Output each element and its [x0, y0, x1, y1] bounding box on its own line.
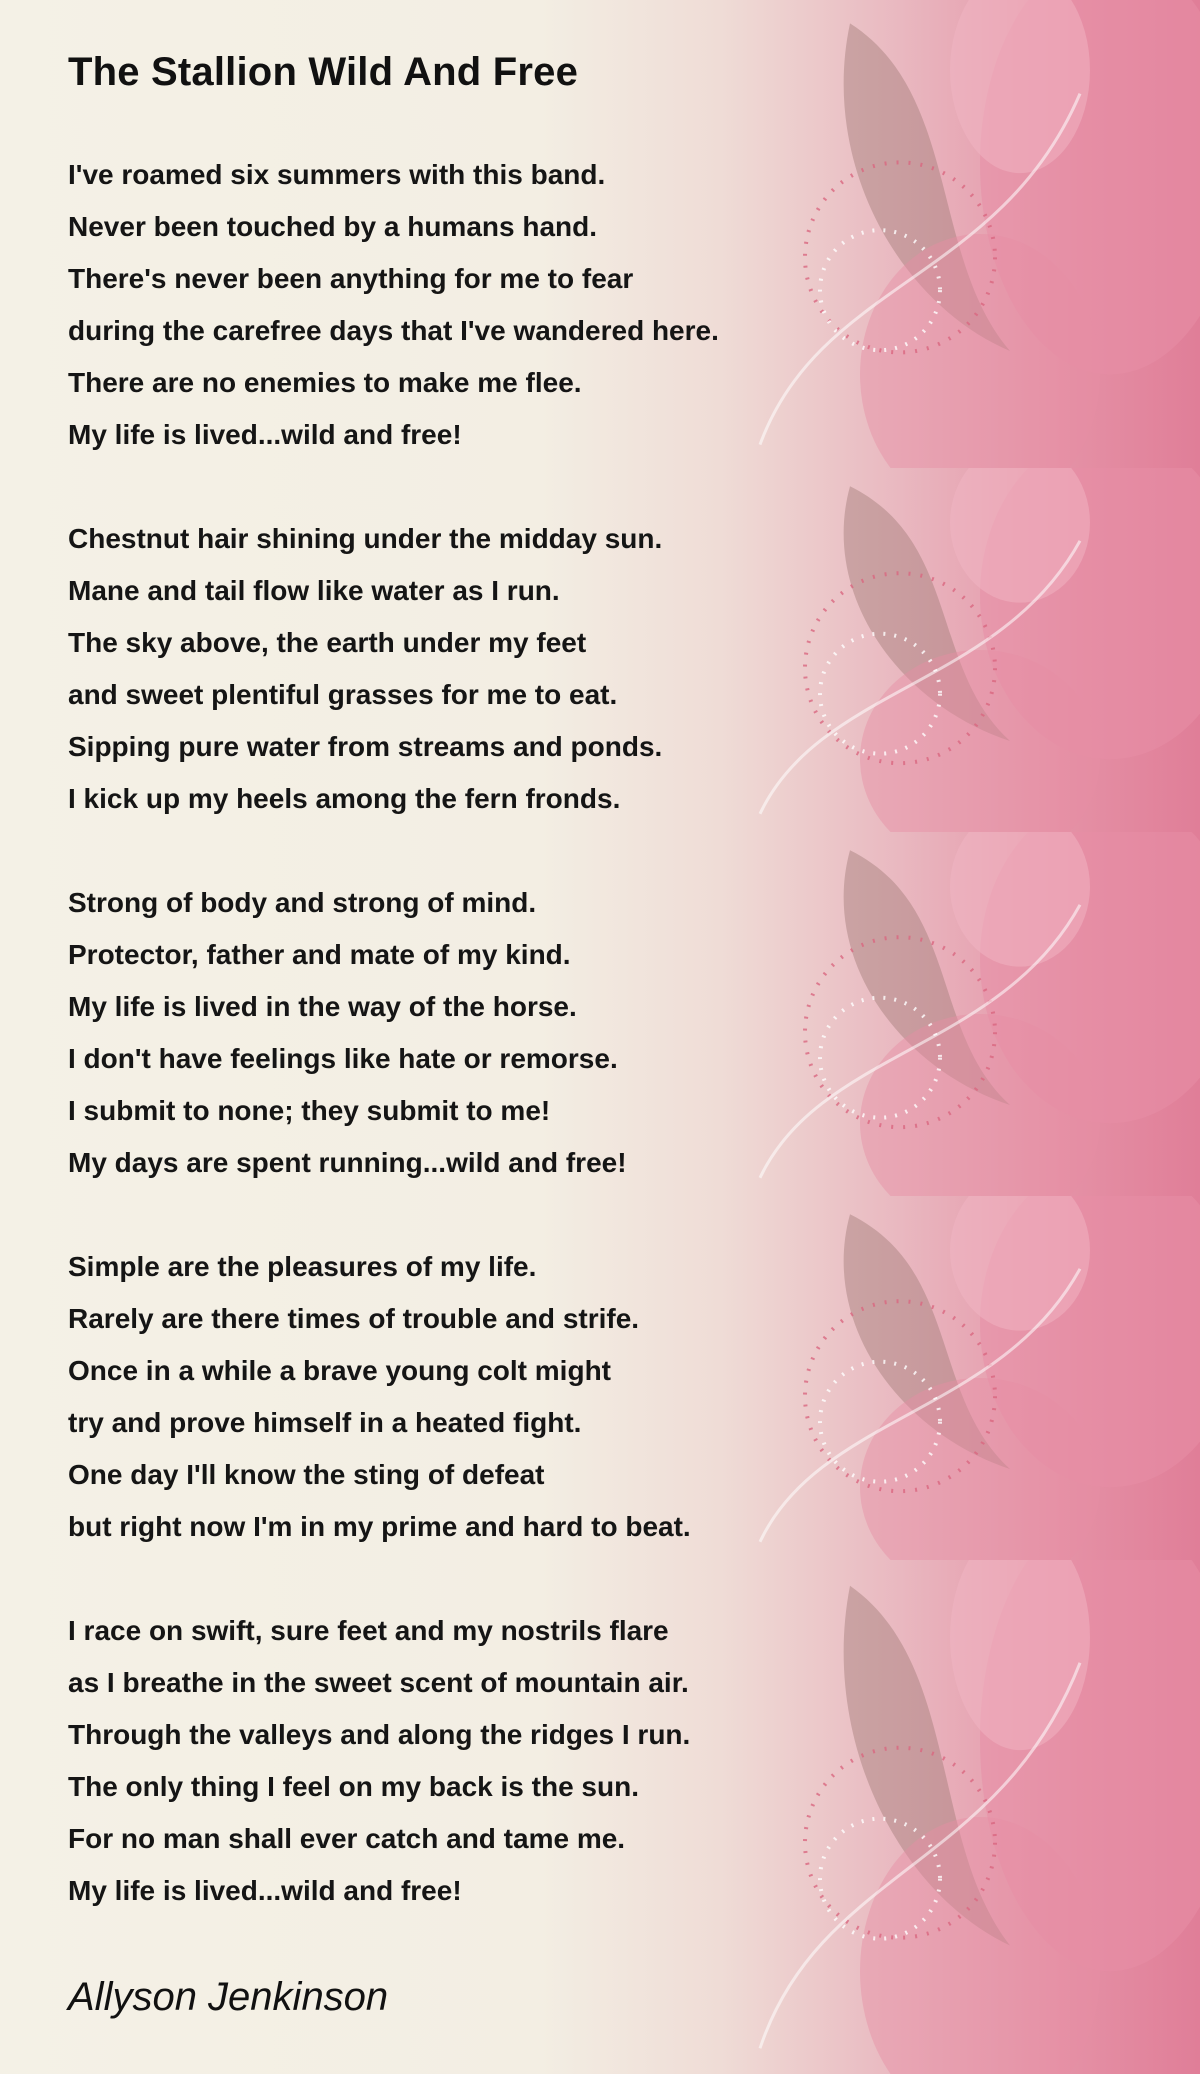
poem-line: Simple are the pleasures of my life.: [68, 1251, 537, 1282]
poem-line: during the carefree days that I've wandered here.: [68, 315, 719, 346]
poem-author: Allyson Jenkinson: [68, 1975, 389, 2019]
poem-line: I race on swift, sure feet and my nostrils flare: [68, 1615, 669, 1646]
poem-line: I kick up my heels among the fern fronds.: [68, 783, 621, 814]
stanza-3: [68, 877, 627, 1189]
poem-line: Never been touched by a humans hand.: [68, 211, 598, 242]
poem-line: Once in a while a brave young colt might: [68, 1355, 611, 1386]
poem-line: There are no enemies to make me flee.: [68, 367, 582, 398]
poem-line: I don't have feelings like hate or remorse.: [68, 1043, 618, 1074]
poem-line: Rarely are there times of trouble and strife.: [68, 1303, 640, 1334]
poem-line: Chestnut hair shining under the midday sun.: [68, 523, 663, 554]
poem-line: There's never been anything for me to fear: [68, 263, 634, 294]
poem-line: try and prove himself in a heated fight.: [68, 1407, 582, 1438]
poem-title: The Stallion Wild And Free: [68, 50, 579, 94]
poem-line: My life is lived in the way of the horse.: [68, 991, 577, 1022]
poem-line: The only thing I feel on my back is the sun.: [68, 1771, 639, 1802]
poem-line: as I breathe in the sweet scent of mountain air.: [68, 1667, 689, 1698]
poem-line: I've roamed six summers with this band.: [68, 159, 606, 190]
poem-line: One day I'll know the sting of defeat: [68, 1459, 545, 1490]
poem-line: Protector, father and mate of my kind.: [68, 939, 571, 970]
stanza-5: [68, 1605, 690, 1917]
poem-line: The sky above, the earth under my feet: [68, 627, 587, 658]
poem-line: My life is lived...wild and free!: [68, 419, 462, 450]
poem-line: and sweet plentiful grasses for me to eat.: [68, 679, 618, 710]
poem-line: Through the valleys and along the ridges I run.: [68, 1719, 691, 1750]
poem-line: Strong of body and strong of mind.: [68, 887, 537, 918]
poem-line: Mane and tail flow like water as I run.: [68, 575, 560, 606]
stanza-2: [68, 513, 662, 825]
poem-line: For no man shall ever catch and tame me.: [68, 1823, 626, 1854]
poem-line: I submit to none; they submit to me!: [68, 1095, 551, 1126]
poem-line: My life is lived...wild and free!: [68, 1875, 462, 1906]
poem-line: My days are spent running...wild and free!: [68, 1147, 627, 1178]
poem-line: Sipping pure water from streams and ponds.: [68, 731, 663, 762]
stanza-4: [68, 1241, 691, 1553]
stanza-1: [68, 149, 719, 461]
poem-line: but right now I'm in my prime and hard to beat.: [68, 1511, 691, 1542]
